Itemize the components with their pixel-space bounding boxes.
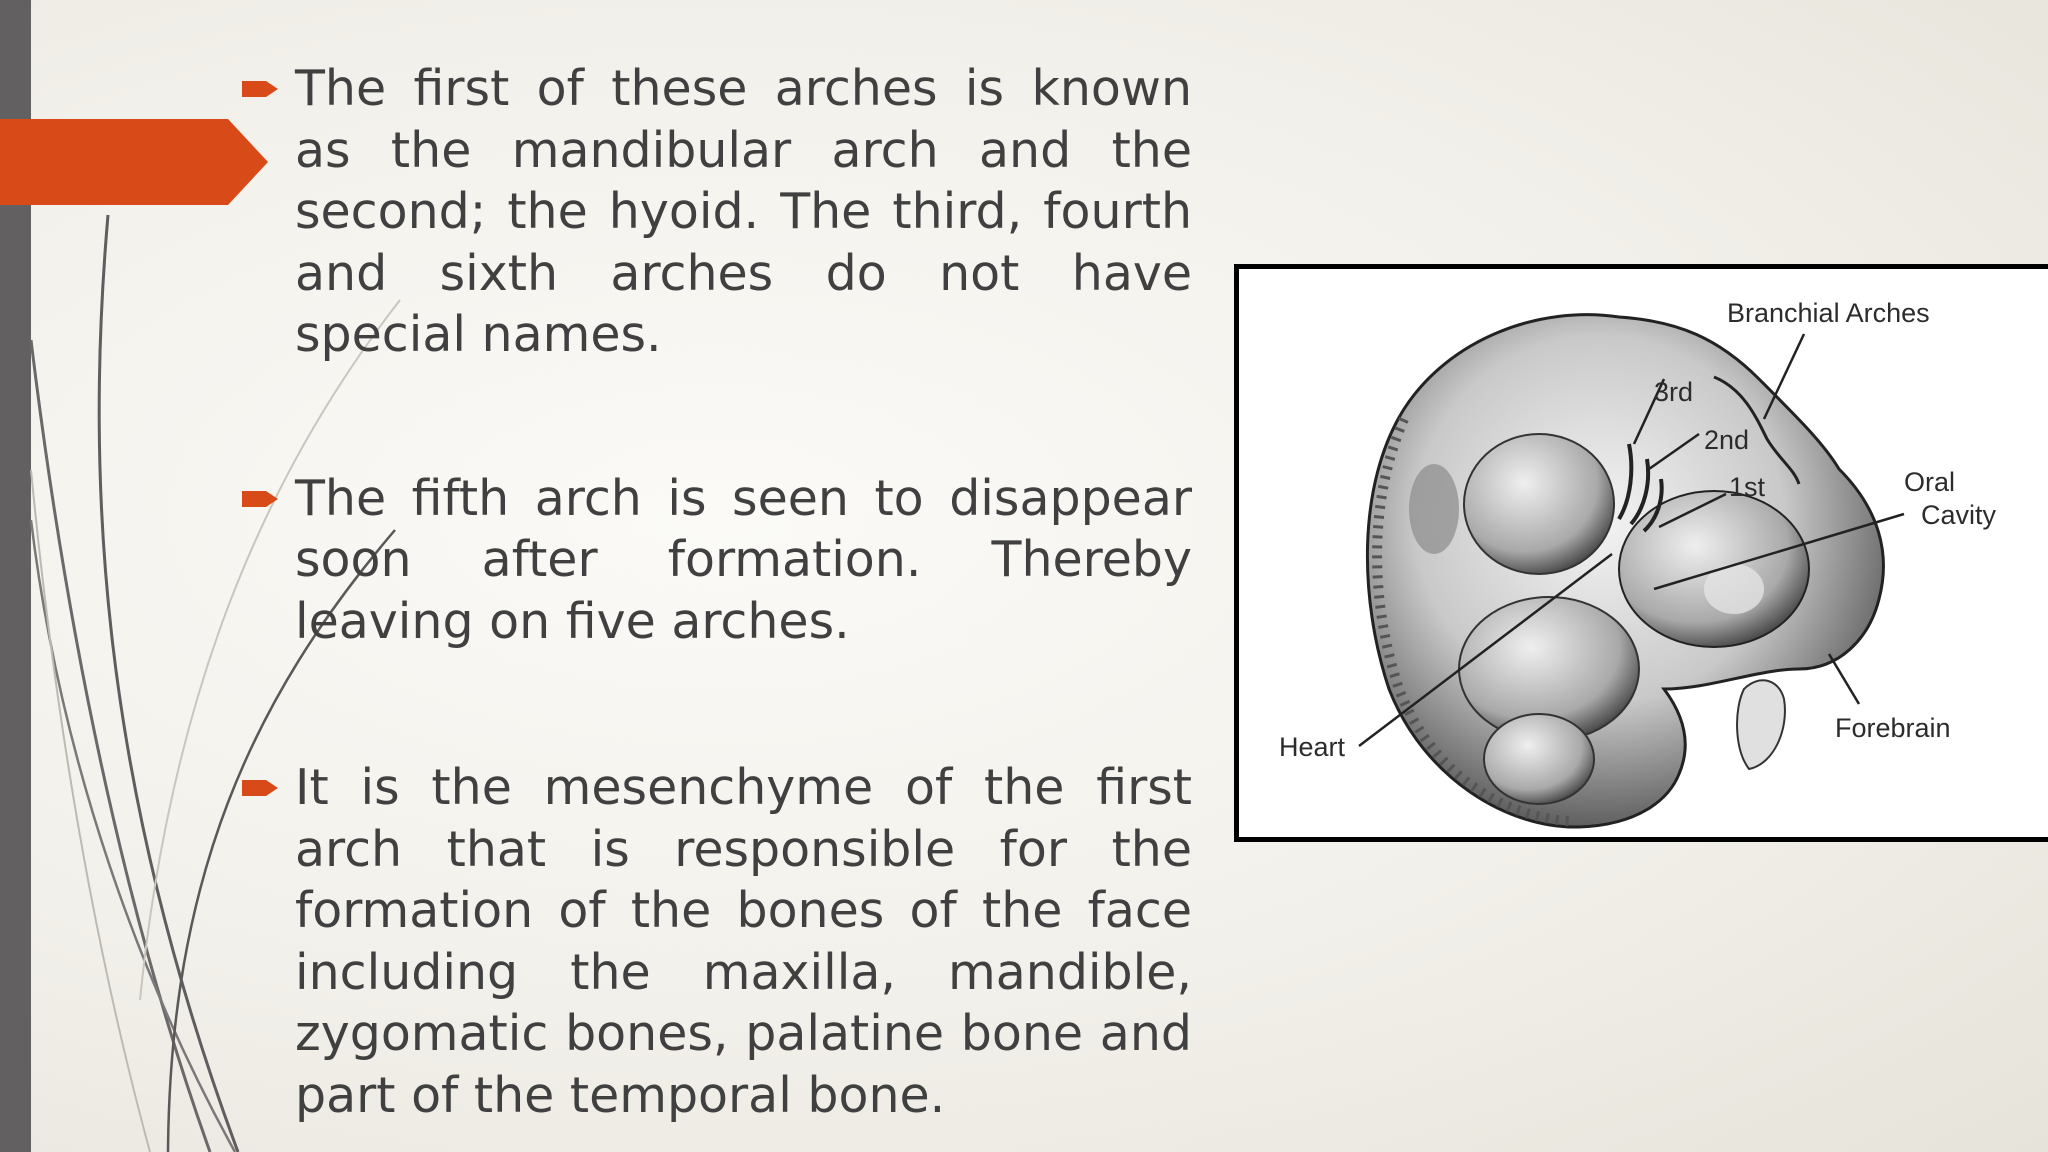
- bullet-item: [240, 468, 1192, 653]
- label-branchial-arches: Branchial Arches: [1727, 298, 1930, 328]
- bullet-text: The fifth arch is seen to disappear soon after formation. Thereby leaving on five arches.: [295, 469, 1192, 650]
- bullet-arrow-icon: [240, 486, 280, 512]
- bullet-item: [240, 757, 1192, 1126]
- bullet-text: It is the mesenchyme of the first arch that is responsible for the formation of the bones of the face including the maxilla, mandible, zygomatic bones, palatine bone and part of the temporal bone.: [295, 759, 1192, 1124]
- label-oral: Oral: [1904, 467, 1956, 497]
- label-2nd: 2nd: [1704, 425, 1750, 455]
- label-forebrain: Forebrain: [1835, 713, 1951, 743]
- label-3rd: 3rd: [1654, 377, 1694, 407]
- label-cavity: Cavity: [1921, 500, 1997, 530]
- bullet-list: [240, 58, 1192, 1126]
- bullet-text: The first of these arches is known as the mandibular arch and the second; the hyoid. The third, fourth and sixth arches do not have special names.: [295, 60, 1192, 363]
- bullet-item: [240, 58, 1192, 366]
- bullet-arrow-icon: [240, 775, 280, 801]
- bullet-arrow-icon: [240, 76, 280, 102]
- embryo-illustration: [1239, 269, 2048, 842]
- embryo-figure: [1234, 264, 2048, 842]
- accent-arrow-shape: [0, 119, 270, 205]
- label-heart: Heart: [1279, 732, 1346, 762]
- label-1st: 1st: [1729, 472, 1766, 502]
